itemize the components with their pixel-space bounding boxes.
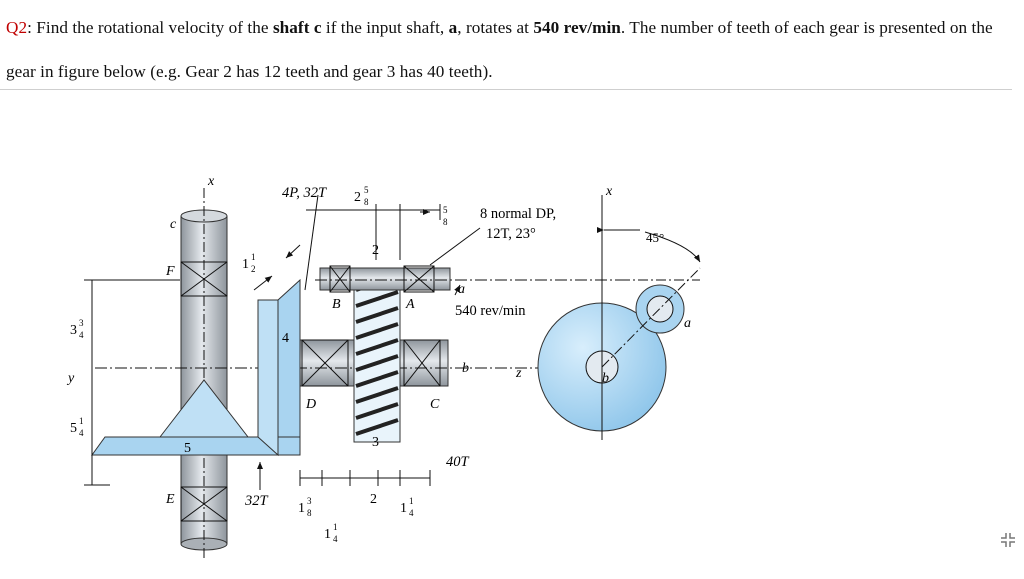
- label-D: D: [306, 397, 317, 412]
- svg-text:5: 5: [70, 421, 77, 436]
- label-shaft-a: a: [458, 282, 465, 297]
- fraction-1-3-8: [298, 496, 312, 518]
- label-y: y: [68, 371, 75, 386]
- label-A: A: [406, 297, 415, 312]
- svg-text:4: 4: [409, 508, 414, 518]
- svg-text:1: 1: [298, 501, 305, 516]
- label-bevel5-teeth: 32T: [245, 493, 268, 509]
- svg-text:4: 4: [333, 534, 338, 544]
- svg-text:1: 1: [79, 416, 84, 426]
- label-B: B: [332, 297, 341, 312]
- svg-text:1: 1: [251, 252, 256, 262]
- shaft-a-term: a: [448, 18, 458, 37]
- svg-text:3: 3: [79, 318, 84, 328]
- label-gear-3: 3: [372, 435, 379, 450]
- svg-text:5: 5: [443, 205, 448, 215]
- svg-text:1: 1: [400, 501, 407, 516]
- bevel-gear-4: [258, 280, 300, 455]
- question-text: Q2: Find the rotational velocity of the shaft c if the input shaft, a, rotates at 540 rev/min. The number of teeth of each gear is presented on the gear in figure below (e.g. Gear 2 has 12 teeth and gear 3 has 40 teeth).: [6, 18, 993, 81]
- svg-text:1: 1: [324, 527, 331, 542]
- expand-icon[interactable]: [998, 530, 1018, 550]
- label-helical-spec-1: 8 normal DP,: [480, 206, 557, 222]
- fraction-3-3-4: [70, 318, 84, 340]
- fraction-1-1-2: [242, 252, 256, 274]
- fraction-2-5-8: [354, 185, 369, 207]
- svg-text:2: 2: [354, 190, 361, 205]
- label-z: z: [516, 366, 522, 381]
- shaft-b: [95, 340, 540, 386]
- svg-text:1: 1: [409, 496, 414, 506]
- label-helical-spec-2: 12T, 23°: [486, 226, 536, 242]
- shaft-a: [315, 266, 620, 292]
- label-E: E: [166, 492, 175, 507]
- svg-text:3: 3: [307, 496, 312, 506]
- label-gear-2: 2: [372, 243, 379, 258]
- label-gear-5: 5: [184, 441, 191, 456]
- label-shaft-a-side: a: [684, 316, 691, 331]
- label-C-bearing: C: [430, 397, 440, 412]
- label-bevel-spec: 4P, 32T: [282, 185, 327, 201]
- svg-text:8: 8: [364, 197, 369, 207]
- label-angle: 45°: [646, 230, 665, 245]
- svg-text:4: 4: [79, 330, 84, 340]
- label-input-speed: 540 rev/min: [455, 303, 526, 319]
- svg-text:8: 8: [443, 217, 448, 227]
- gear-3: [354, 272, 400, 442]
- fraction-1-1-4-a: [400, 496, 414, 518]
- label-gear3-teeth: 40T: [446, 454, 469, 470]
- question-number: Q2: [6, 18, 28, 37]
- label-F: F: [166, 264, 175, 279]
- label-gear-4: 4: [282, 331, 289, 346]
- label-c: c: [170, 217, 177, 232]
- fraction-5-8: [443, 205, 448, 227]
- svg-text:1: 1: [333, 522, 338, 532]
- label-x-right: x: [606, 184, 613, 199]
- svg-text:5: 5: [364, 185, 369, 195]
- label-shaft-b: b: [462, 361, 469, 376]
- svg-text:8: 8: [307, 508, 312, 518]
- shaft-c-term: shaft c: [272, 18, 322, 37]
- svg-text:4: 4: [79, 428, 84, 438]
- svg-text:3: 3: [70, 323, 77, 338]
- label-x-top: x: [208, 174, 215, 189]
- svg-text:2: 2: [251, 264, 256, 274]
- fraction-5-1-4: [70, 416, 84, 438]
- label-shaft-b-side: b: [602, 371, 609, 386]
- label-dim-2: 2: [370, 492, 377, 507]
- svg-text:1: 1: [242, 257, 249, 272]
- input-speed-term: 540 rev/min: [533, 18, 621, 37]
- fraction-1-1-4-b: [324, 522, 338, 544]
